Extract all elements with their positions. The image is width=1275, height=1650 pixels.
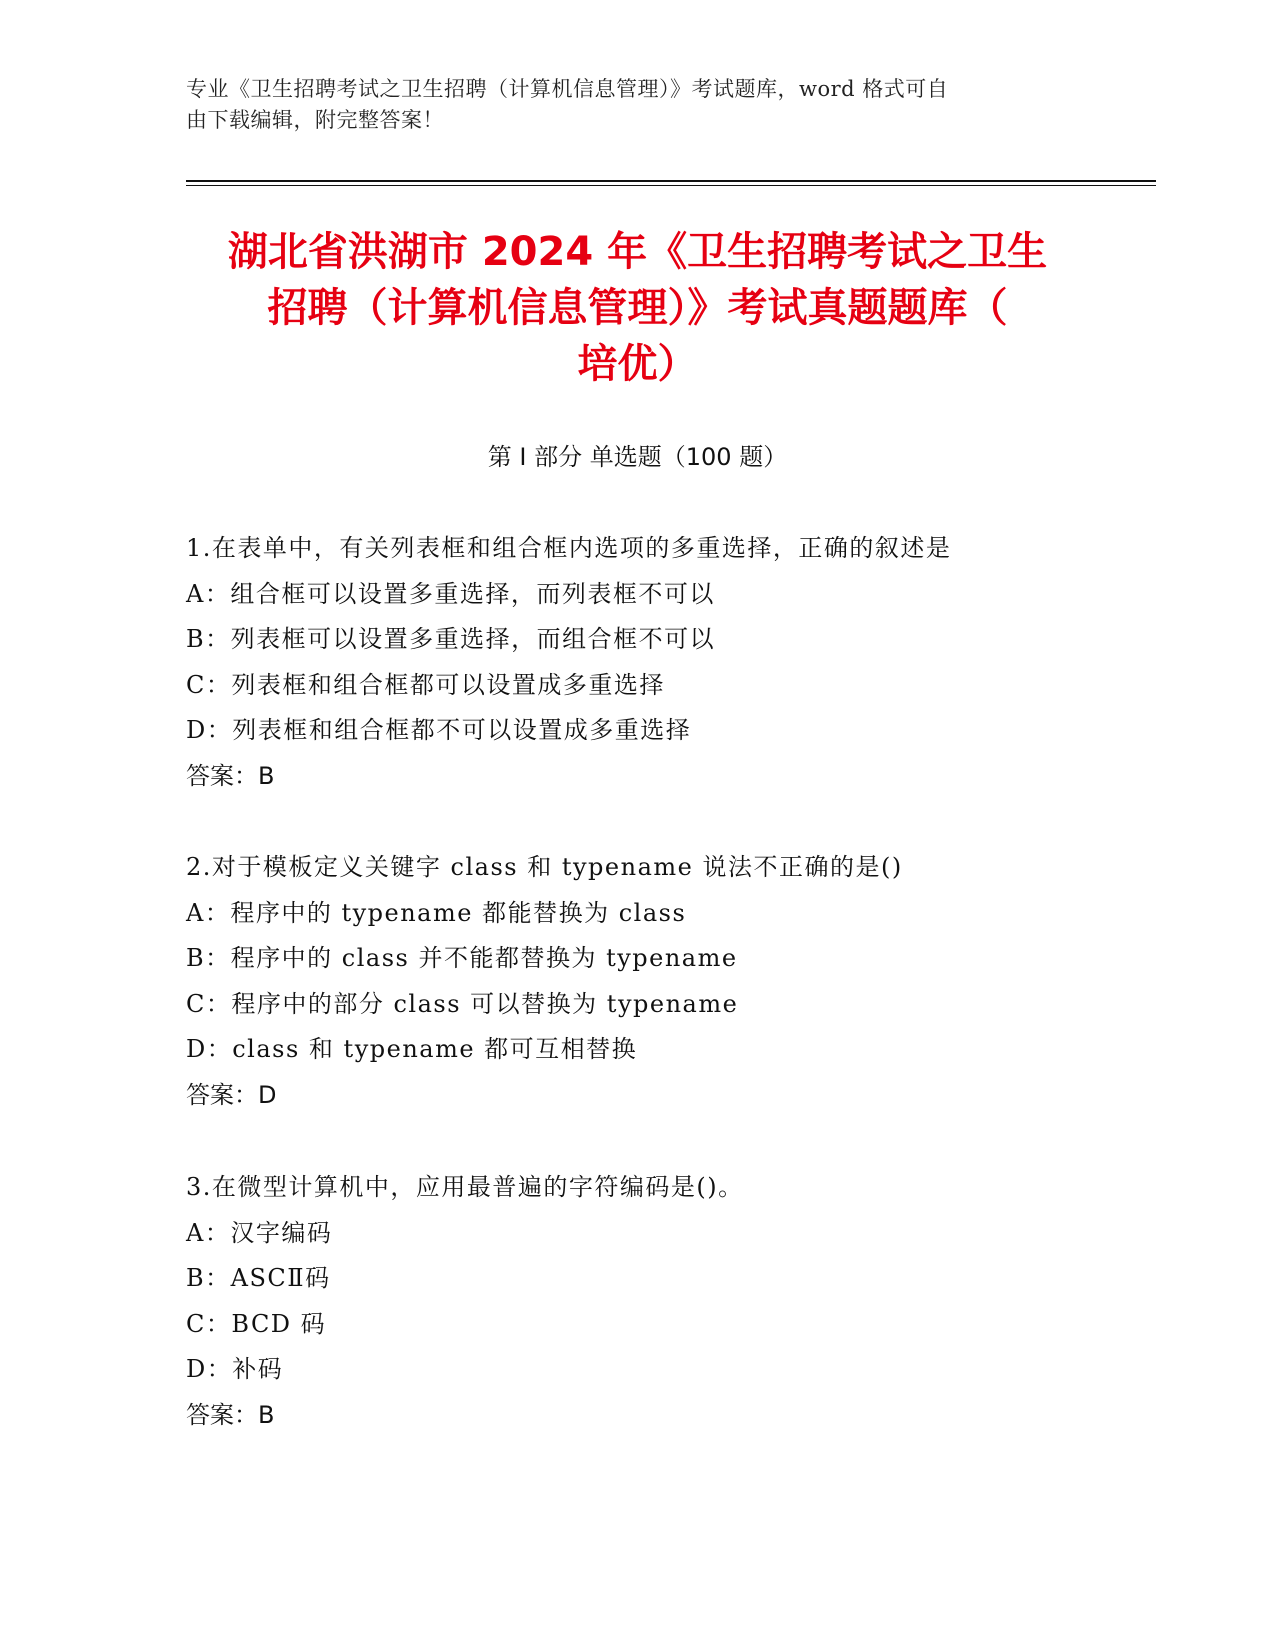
document-title-line-2: 招聘（计算机信息管理）》考试真题题库（ <box>267 285 1008 331</box>
option-b: B：列表框可以设置多重选择，而组合框不可以 <box>186 625 716 653</box>
document-title-line-1: 湖北省洪湖市 2024 年《卫生招聘考试之卫生 <box>227 229 1048 275</box>
question-stem: 2.对于模板定义关键字 class 和 typename 说法不正确的是() <box>186 853 903 881</box>
question-stem: 3.在微型计算机中，应用最普遍的字符编码是()。 <box>186 1173 744 1201</box>
header-note <box>186 74 1086 136</box>
header-note-line-2: 由下载编辑，附完整答案！ <box>186 108 444 132</box>
document-title-line-3: 培优） <box>577 341 698 387</box>
answer-label: 答案：D <box>186 1080 277 1109</box>
option-c: C：程序中的部分 class 可以替换为 typename <box>186 989 739 1018</box>
option-d: D：class 和 typename 都可互相替换 <box>186 1035 638 1063</box>
option-d: D：列表框和组合框都不可以设置成多重选择 <box>186 716 692 744</box>
answer-label: 答案：B <box>186 1400 275 1429</box>
header-divider-thin <box>186 185 1156 186</box>
option-d: D：补码 <box>186 1355 284 1383</box>
answer-label: 答案：B <box>186 761 275 790</box>
header-note-line-1: 专业《卫生招聘考试之卫生招聘（计算机信息管理）》考试题库，word 格式可自 <box>186 77 949 101</box>
question-3 <box>186 1165 1126 1438</box>
question-stem: 1.在表单中，有关列表框和组合框内选项的多重选择，正确的叙述是 <box>186 534 952 562</box>
header-divider-thick <box>186 180 1156 182</box>
option-a: A：汉字编码 <box>186 1218 333 1247</box>
option-b: B：ASCⅡ码 <box>186 1264 331 1292</box>
document-title <box>150 224 1125 392</box>
option-c: C：BCD 码 <box>186 1309 327 1338</box>
question-1 <box>186 526 1126 799</box>
option-b: B：程序中的 class 并不能都替换为 typename <box>186 944 738 972</box>
question-2 <box>186 845 1126 1118</box>
option-c: C：列表框和组合框都可以设置成多重选择 <box>186 670 665 699</box>
option-a: A：程序中的 typename 都能替换为 class <box>186 898 687 927</box>
option-a: A：组合框可以设置多重选择，而列表框不可以 <box>186 579 715 608</box>
section-title: 第 I 部分 单选题（100 题） <box>487 443 788 471</box>
